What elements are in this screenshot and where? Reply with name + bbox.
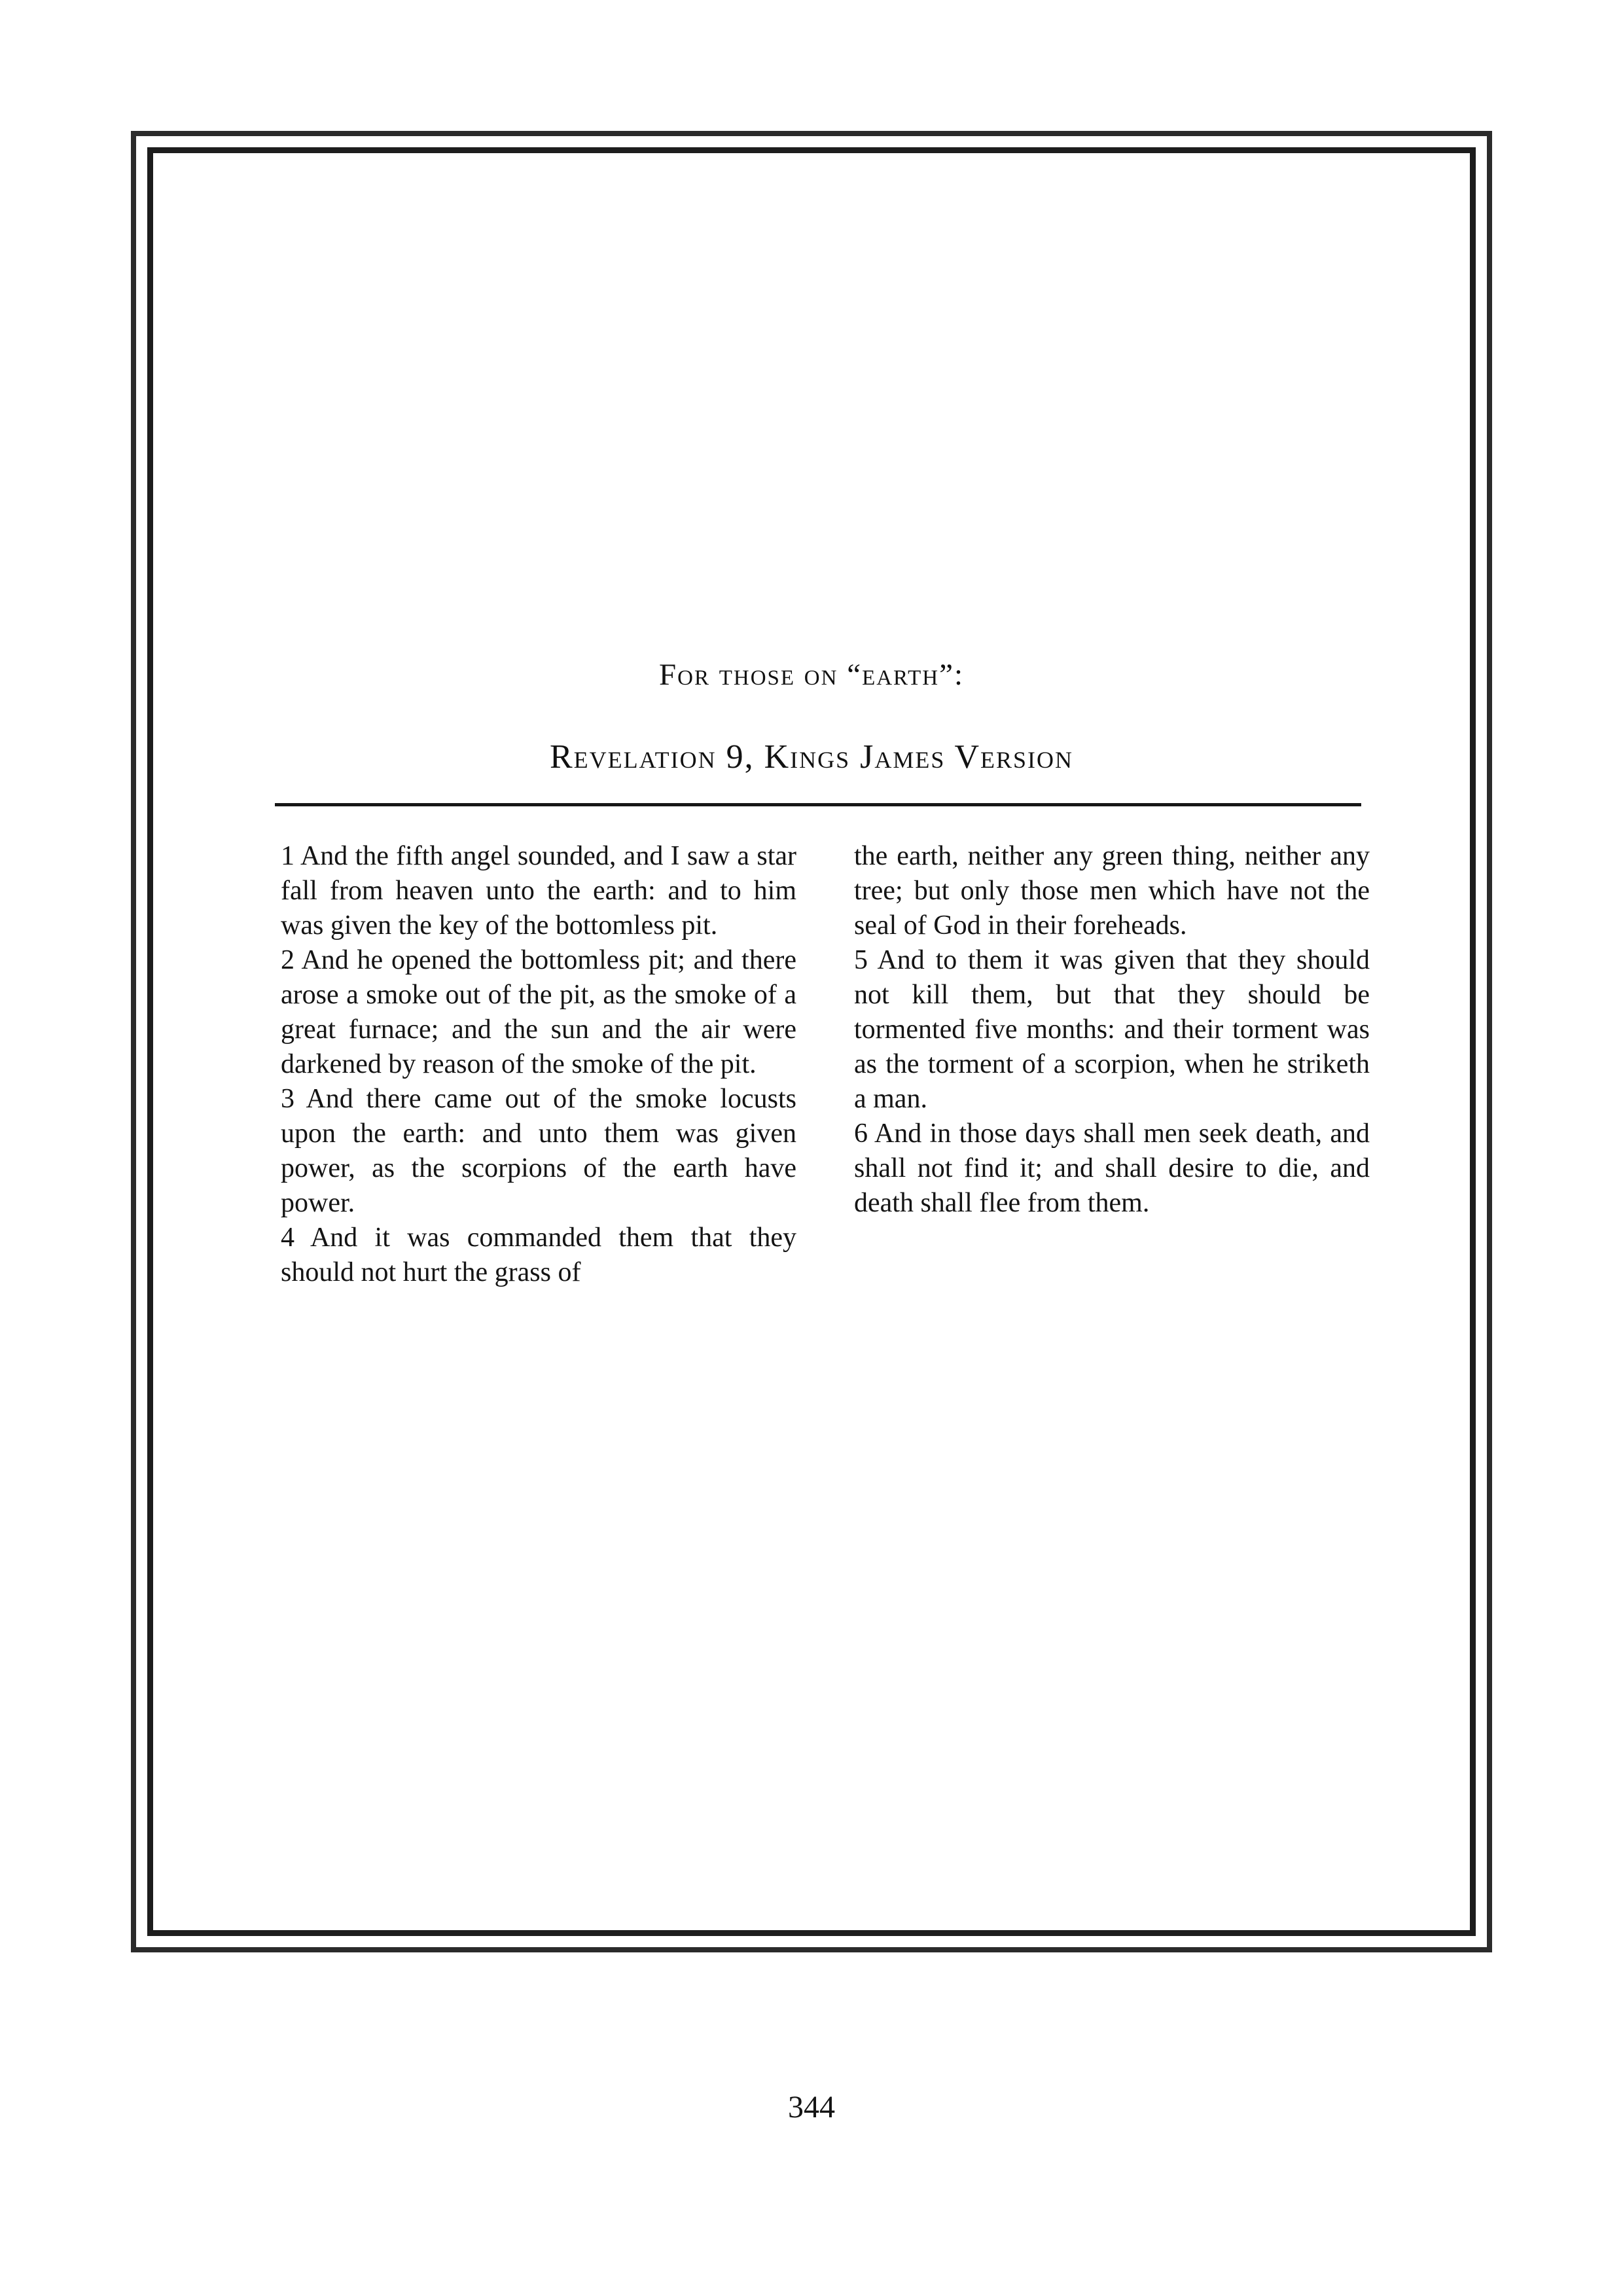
verse-paragraph: 3 And there came out of the smoke locusts upon the earth: and unto them was given power, as the scorpions of the earth have power. xyxy=(281,1084,796,1218)
verse-paragraph: 4 And it was commanded them that they should not hurt the grass of xyxy=(281,1223,796,1287)
page-number: 344 xyxy=(788,2090,835,2125)
right-column xyxy=(854,839,1370,1290)
verse-paragraph: the earth, neither any green thing, neither any tree; but only those men which have not the seal of God in their foreheads. xyxy=(854,841,1370,941)
verse-paragraph: 5 And to them it was given that they should not kill them, but that they should be tormented five months: and their torment was as the torment of a scorpion, when he striketh a man. xyxy=(854,945,1370,1114)
left-column xyxy=(281,839,796,1290)
section-divider-rule xyxy=(275,803,1361,806)
page-subtitle: Revelation 9, Kings James Version xyxy=(549,738,1074,776)
text-columns xyxy=(281,839,1370,1290)
verse-paragraph: 6 And in those days shall men seek death, and shall not find it; and shall desire to die, and death shall flee from them. xyxy=(854,1119,1370,1218)
verse-paragraph: 2 And he opened the bottomless pit; and there arose a smoke out of the pit, as the smoke of a great furnace; and the sun and the air were darkened by reason of the smoke of the pit. xyxy=(281,945,796,1079)
page-title: For those on “earth”: xyxy=(658,658,964,692)
verse-paragraph: 1 And the fifth angel sounded, and I saw a star fall from heaven unto the earth: and to him was given the key of the bottomless pit. xyxy=(281,841,796,941)
